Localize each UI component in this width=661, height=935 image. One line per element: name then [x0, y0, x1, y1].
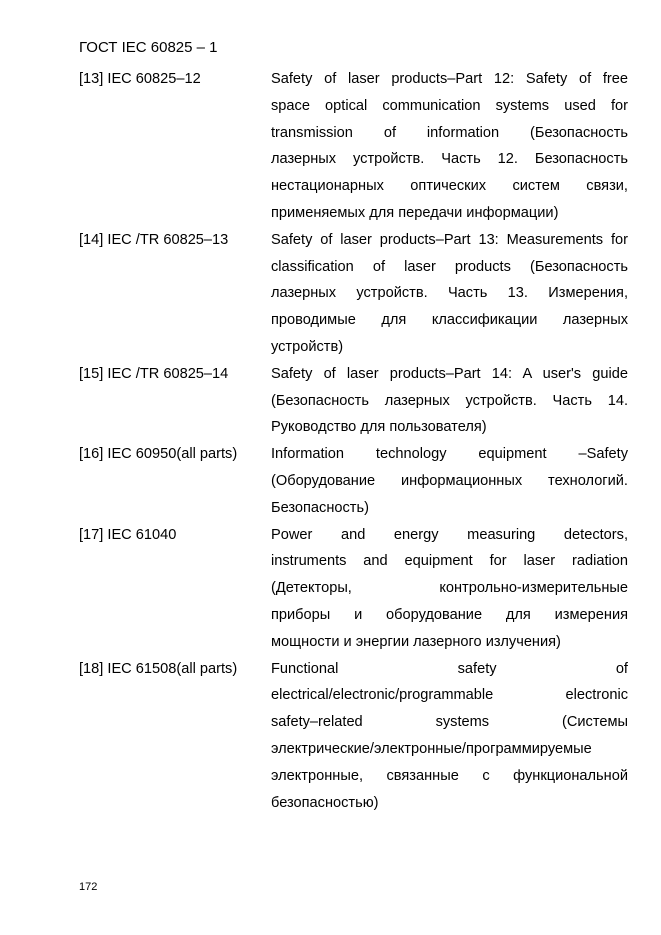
- reference-description: [271, 361, 628, 441]
- reference-description: [271, 656, 628, 817]
- bibliography-entry: [79, 227, 628, 361]
- description-line: Руководство для пользователя): [271, 419, 487, 436]
- description-line: Safety of laser products–Part 14: A user's guide: [271, 365, 628, 382]
- reference-id: [14] IEC /TR 60825–13: [79, 231, 229, 248]
- description-line: Безопасность): [271, 499, 369, 516]
- reference-description: [271, 227, 628, 361]
- bibliography-entry: [79, 522, 628, 656]
- description-line: (Оборудование информационных технологий.: [271, 472, 628, 489]
- description-line: устройств): [271, 338, 344, 355]
- description-line: Safety of laser products–Part 12: Safety of free: [271, 71, 628, 87]
- bibliography-list: [79, 66, 628, 816]
- description-line: проводимые для классификации лазерных: [271, 312, 628, 329]
- description-line: Safety of laser products–Part 13: Measurements for: [271, 231, 628, 248]
- description-line: нестационарных оптических систем связи,: [271, 178, 628, 195]
- reference-description: [271, 522, 628, 656]
- description-line: space optical communication systems used for: [271, 97, 628, 114]
- reference-id: [18] IEC 61508(all parts): [79, 660, 238, 677]
- description-line: лазерных устройств. Часть 13. Измерения,: [271, 285, 628, 302]
- reference-description: [271, 441, 628, 521]
- description-line: transmission of information (Безопасность: [271, 124, 628, 141]
- description-line: лазерных устройств. Часть 12. Безопасность: [271, 151, 628, 168]
- reference-id: [16] IEC 60950(all parts): [79, 446, 238, 463]
- page-number: 172: [79, 881, 98, 893]
- description-line: Power and energy measuring detectors,: [271, 526, 628, 543]
- description-line: приборы и оборудование для измерения: [271, 606, 628, 623]
- description-line: применяемых для передачи информации): [271, 204, 559, 221]
- description-line: (Детекторы, контрольно-измерительные: [271, 580, 628, 597]
- description-line: мощности и энергии лазерного излучения): [271, 633, 561, 650]
- description-line: electrical/electronic/programmable electronic: [271, 687, 628, 704]
- description-line: Functional safety of: [271, 660, 628, 677]
- description-line: безопасностью): [271, 794, 379, 811]
- reference-id: [17] IEC 61040: [79, 526, 177, 543]
- description-line: электронные, связанные с функциональной: [271, 767, 628, 784]
- description-line: электрические/электронные/программируемые: [271, 740, 592, 757]
- description-line: safety–related systems (Системы: [271, 714, 628, 731]
- description-line: instruments and equipment for laser radiation: [271, 553, 628, 570]
- reference-id: [13] IEC 60825–12: [79, 71, 201, 87]
- reference-id: [15] IEC /TR 60825–14: [79, 365, 229, 382]
- reference-description: [271, 66, 628, 227]
- document-header: ГОСТ IEC 60825 – 1: [79, 39, 218, 56]
- bibliography-entry: [79, 361, 628, 441]
- description-line: classification of laser products (Безопасность: [271, 258, 628, 275]
- bibliography-entry: [79, 656, 628, 817]
- bibliography-entry: [79, 66, 628, 227]
- description-line: Information technology equipment –Safety: [271, 446, 628, 463]
- bibliography-entry: [79, 441, 628, 521]
- description-line: (Безопасность лазерных устройств. Часть 14.: [271, 392, 628, 409]
